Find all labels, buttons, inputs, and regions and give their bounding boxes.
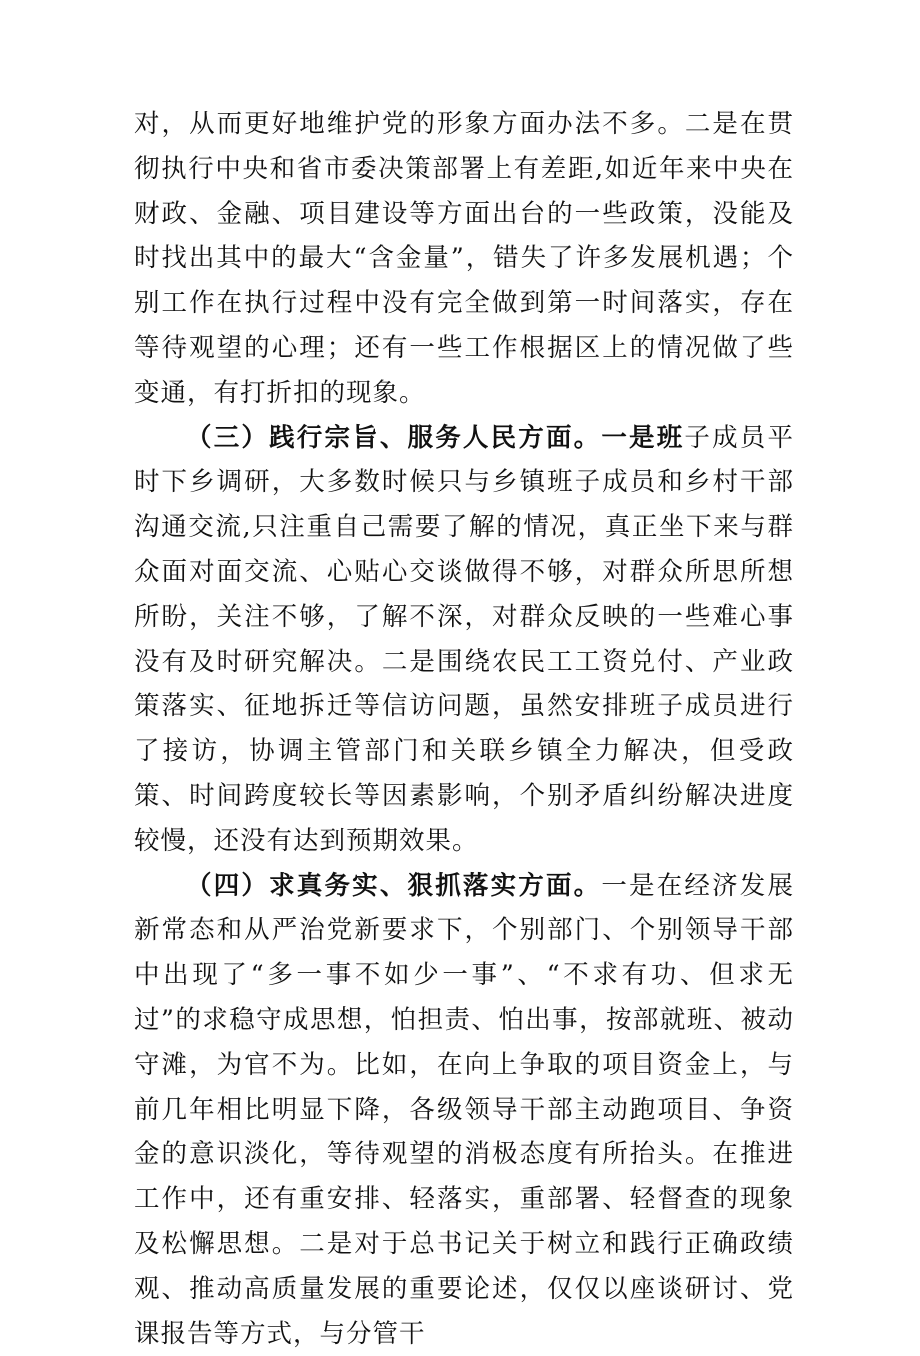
document-page [134,102,794,1356]
paragraph-3-text: 一是在经济发展新常态和从严治党新要求下，个别部门、个别领导干部中出现了“多一事不如少一事”、“不求有功、但求无过”的求稳守成思想，怕担责、怕出事，按部就班、被动守滩，为官不为。比如，在向上争取的项目资金上，与前几年相比明显下降，各级领导干部主动跑项目、争资金的意识淡化，等待观望的消极态度有所抬头。在推进工作中，还有重安排、轻落实，重部署、轻督查的现象及松懈思想。二是对于总书记关于树立和践行正确政绩观、推动高质量发展的重要论述，仅仅以座谈研讨、党课报告等方式，与分管干 [134,870,794,1349]
paragraph-3-heading: （四）求真务实、狠抓落实方面。 [186,870,602,901]
paragraph-1 [134,102,794,416]
paragraph-1-text: 对，从而更好地维护党的形象方面办法不多。二是在贯彻执行中央和省市委决策部署上有差距,如近年来中央在财政、金融、项目建设等方面出台的一些政策，没能及时找出其中的最大“含金量”，错失了许多发展机遇；个别工作在执行过程中没有完全做到第一时间落实，存在等待观望的心理；还有一些工作根据区上的情况做了些变通，有打折扣的现象。 [134,109,794,408]
paragraph-2 [134,416,794,864]
paragraph-3 [134,864,794,1356]
paragraph-2-heading: （三）践行宗旨、服务人民方面。一是班 [186,422,685,453]
paragraph-2-text: 子成员平时下乡调研，大多数时候只与乡镇班子成员和乡村干部沟通交流,只注重自己需要了解的情况，真正坐下来与群众面对面交流、心贴心交谈做得不够，对群众所思所想所盼，关注不够，了解不深，对群众反映的一些难心事没有及时研究解决。二是围绕农民工工资兑付、产业政策落实、征地拆迁等信访问题，虽然安排班子成员进行了接访，协调主管部门和关联乡镇全力解决，但受政策、时间跨度较长等因素影响，个别矛盾纠纷解决进度较慢，还没有达到预期效果。 [134,422,794,856]
